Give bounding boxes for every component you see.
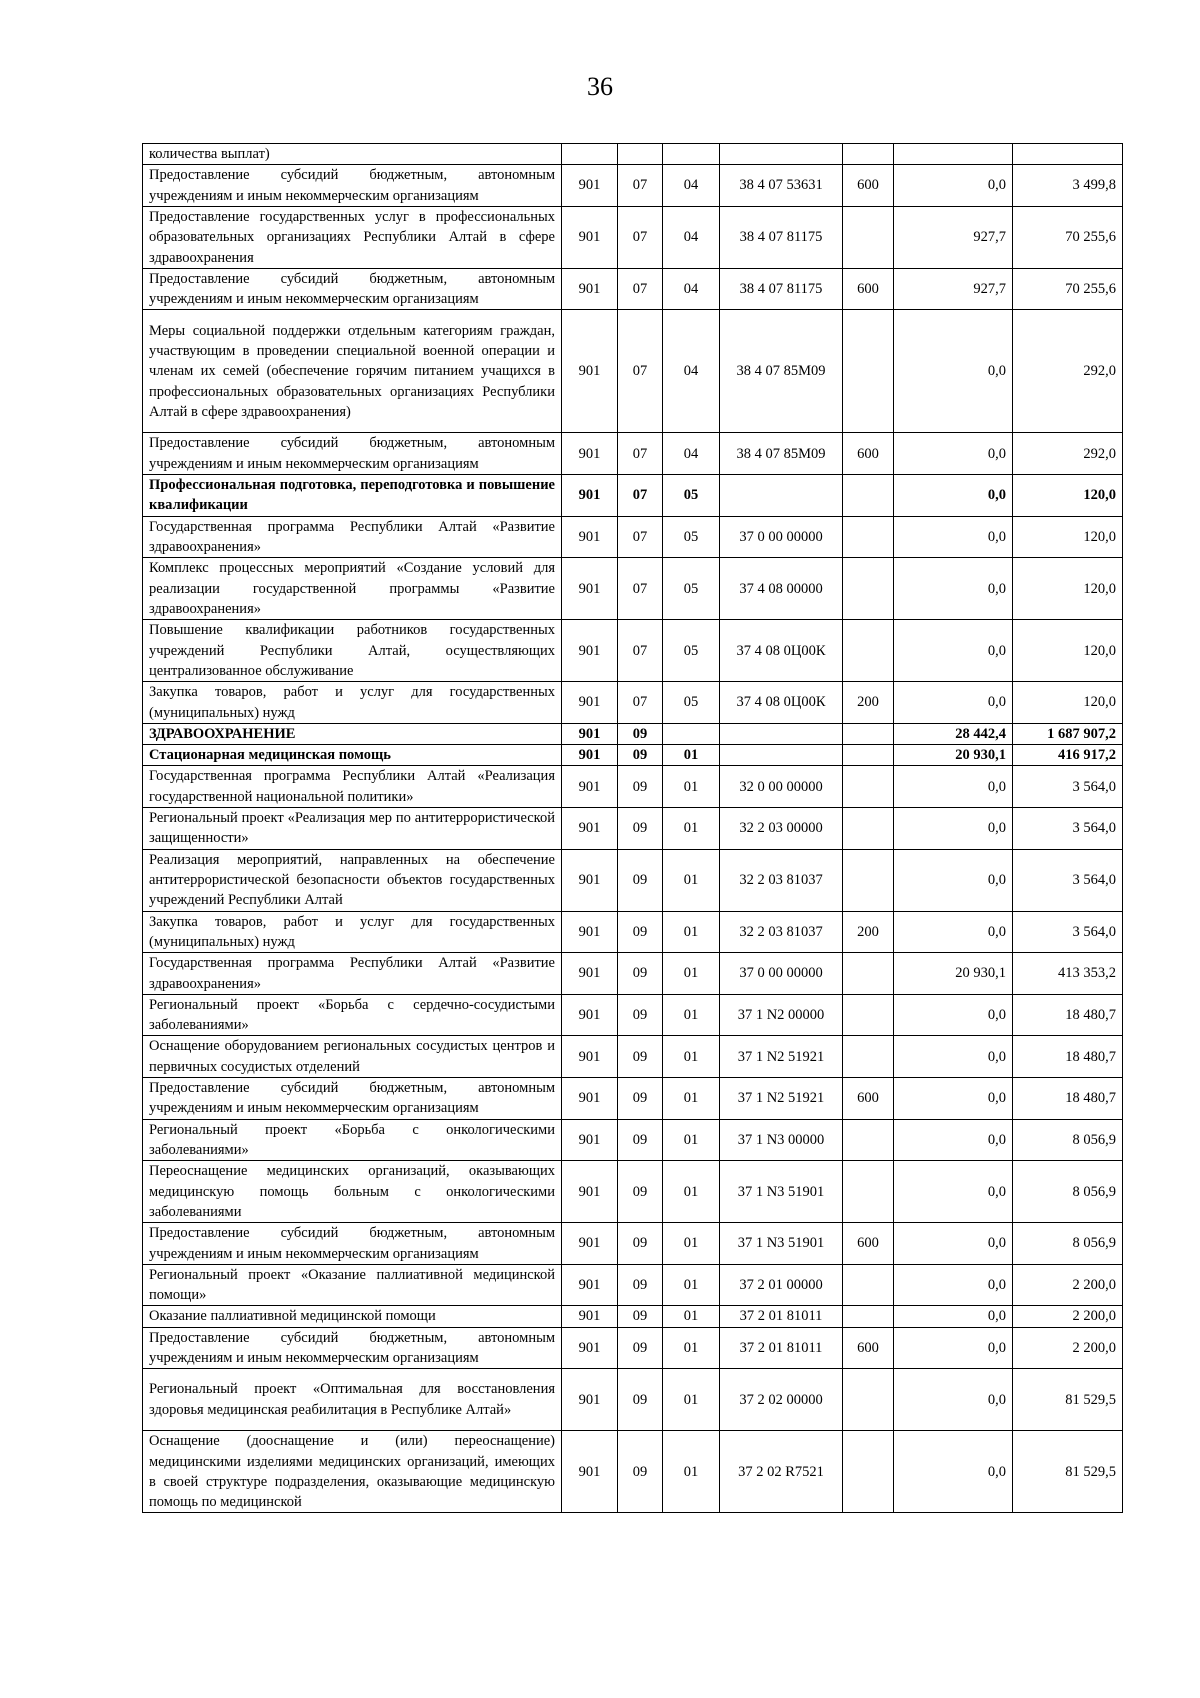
- cell-csr: 37 1 N3 51901: [720, 1161, 843, 1223]
- cell-gr: 901: [562, 745, 618, 766]
- cell-gr: 901: [562, 1223, 618, 1265]
- table-row: [143, 766, 1123, 808]
- cell-vr: 200: [843, 911, 894, 953]
- cell-gr: 901: [562, 206, 618, 268]
- cell-gr: 901: [562, 1119, 618, 1161]
- cell-sum-2: 416 917,2: [1013, 745, 1123, 766]
- cell-pr: 05: [663, 516, 720, 558]
- cell-sum-2: 3 564,0: [1013, 849, 1123, 911]
- cell-name: Предоставление субсидий бюджетным, автономным учреждениям и иным некоммерческим организациям: [143, 268, 562, 310]
- cell-gr: 901: [562, 1369, 618, 1431]
- cell-name: Государственная программа Республики Алтай «Реализация государственной национальной политики»: [143, 766, 562, 808]
- cell-vr: [843, 475, 894, 517]
- cell-sum-1: 0,0: [894, 433, 1013, 475]
- cell-csr: 37 4 08 0Ц00К: [720, 620, 843, 682]
- cell-vr: [843, 808, 894, 850]
- table-row: [143, 849, 1123, 911]
- cell-csr: 37 1 N3 00000: [720, 1119, 843, 1161]
- cell-sum-2: 8 056,9: [1013, 1119, 1123, 1161]
- cell-rz: 09: [618, 1119, 663, 1161]
- cell-rz: 09: [618, 1431, 663, 1513]
- cell-sum-2: [1013, 144, 1123, 165]
- cell-pr: 01: [663, 953, 720, 995]
- cell-sum-2: 120,0: [1013, 620, 1123, 682]
- cell-sum-1: 0,0: [894, 475, 1013, 517]
- table-row: [143, 1161, 1123, 1223]
- cell-vr: [843, 1161, 894, 1223]
- table-row: [143, 144, 1123, 165]
- cell-csr: 37 2 01 81011: [720, 1327, 843, 1369]
- table-row: [143, 745, 1123, 766]
- cell-csr: [720, 475, 843, 517]
- cell-gr: [562, 144, 618, 165]
- cell-sum-2: 2 200,0: [1013, 1264, 1123, 1306]
- cell-rz: 07: [618, 475, 663, 517]
- cell-csr: [720, 745, 843, 766]
- table-row: [143, 682, 1123, 724]
- cell-pr: 05: [663, 475, 720, 517]
- table-row: [143, 1327, 1123, 1369]
- cell-pr: 01: [663, 766, 720, 808]
- cell-rz: 09: [618, 766, 663, 808]
- cell-sum-1: 0,0: [894, 516, 1013, 558]
- cell-csr: 32 2 03 81037: [720, 849, 843, 911]
- cell-name: Региональный проект «Оказание паллиативной медицинской помощи»: [143, 1264, 562, 1306]
- cell-vr: [843, 745, 894, 766]
- table-row: [143, 558, 1123, 620]
- cell-vr: 600: [843, 1223, 894, 1265]
- table-row: [143, 1223, 1123, 1265]
- cell-sum-1: 0,0: [894, 849, 1013, 911]
- cell-sum-2: 3 564,0: [1013, 766, 1123, 808]
- cell-sum-1: 0,0: [894, 808, 1013, 850]
- cell-gr: 901: [562, 433, 618, 475]
- cell-pr: [663, 144, 720, 165]
- cell-csr: [720, 144, 843, 165]
- cell-vr: [843, 516, 894, 558]
- table-row: [143, 165, 1123, 207]
- table-row: [143, 516, 1123, 558]
- cell-gr: 901: [562, 723, 618, 744]
- cell-csr: 38 4 07 81175: [720, 206, 843, 268]
- table-row: [143, 620, 1123, 682]
- cell-name: Предоставление субсидий бюджетным, автономным учреждениям и иным некоммерческим организациям: [143, 1327, 562, 1369]
- cell-csr: 38 4 07 53631: [720, 165, 843, 207]
- cell-gr: 901: [562, 310, 618, 433]
- cell-pr: 01: [663, 1327, 720, 1369]
- cell-sum-2: 120,0: [1013, 475, 1123, 517]
- cell-gr: 901: [562, 808, 618, 850]
- cell-pr: 04: [663, 310, 720, 433]
- cell-rz: [618, 144, 663, 165]
- cell-csr: 32 2 03 00000: [720, 808, 843, 850]
- cell-sum-2: 413 353,2: [1013, 953, 1123, 995]
- table-row: [143, 1431, 1123, 1513]
- cell-vr: [843, 558, 894, 620]
- cell-gr: 901: [562, 165, 618, 207]
- cell-csr: 32 2 03 81037: [720, 911, 843, 953]
- cell-rz: 09: [618, 1161, 663, 1223]
- cell-name: Государственная программа Республики Алтай «Развитие здравоохранения»: [143, 516, 562, 558]
- cell-name: Региональный проект «Борьба с онкологическими заболеваниями»: [143, 1119, 562, 1161]
- cell-name: Переоснащение медицинских организаций, оказывающих медицинскую помощь больным с онкологическими заболеваниями: [143, 1161, 562, 1223]
- cell-vr: [843, 766, 894, 808]
- cell-sum-1: 0,0: [894, 1431, 1013, 1513]
- table-row: [143, 1369, 1123, 1431]
- cell-name: Региональный проект «Оптимальная для восстановления здоровья медицинская реабилитация в Республике Алтай»: [143, 1369, 562, 1431]
- table-row: [143, 1306, 1123, 1327]
- table-row: [143, 206, 1123, 268]
- cell-vr: [843, 310, 894, 433]
- cell-rz: 07: [618, 433, 663, 475]
- cell-pr: 01: [663, 1036, 720, 1078]
- cell-name: Предоставление субсидий бюджетным, автономным учреждениям и иным некоммерческим организациям: [143, 1223, 562, 1265]
- cell-pr: 05: [663, 620, 720, 682]
- cell-pr: 04: [663, 206, 720, 268]
- cell-pr: 01: [663, 911, 720, 953]
- table-row: [143, 310, 1123, 433]
- cell-vr: [843, 1369, 894, 1431]
- cell-pr: 01: [663, 994, 720, 1036]
- cell-pr: 04: [663, 433, 720, 475]
- cell-gr: 901: [562, 1078, 618, 1120]
- cell-name: Закупка товаров, работ и услуг для государственных (муниципальных) нужд: [143, 911, 562, 953]
- cell-sum-2: 292,0: [1013, 433, 1123, 475]
- cell-sum-2: 70 255,6: [1013, 268, 1123, 310]
- cell-csr: 37 1 N2 51921: [720, 1036, 843, 1078]
- cell-gr: 901: [562, 1161, 618, 1223]
- cell-vr: [843, 206, 894, 268]
- cell-rz: 09: [618, 1036, 663, 1078]
- cell-sum-1: 0,0: [894, 682, 1013, 724]
- cell-sum-2: 2 200,0: [1013, 1306, 1123, 1327]
- cell-sum-1: 0,0: [894, 1369, 1013, 1431]
- cell-vr: 600: [843, 165, 894, 207]
- cell-csr: 37 2 02 00000: [720, 1369, 843, 1431]
- cell-csr: 37 1 N2 00000: [720, 994, 843, 1036]
- cell-name: Предоставление государственных услуг в профессиональных образовательных организациях Республики Алтай в сфере здравоохранения: [143, 206, 562, 268]
- cell-csr: 32 0 00 00000: [720, 766, 843, 808]
- cell-sum-1: 0,0: [894, 165, 1013, 207]
- cell-pr: 01: [663, 1306, 720, 1327]
- cell-csr: 37 4 08 00000: [720, 558, 843, 620]
- cell-rz: 09: [618, 1327, 663, 1369]
- cell-sum-1: [894, 144, 1013, 165]
- cell-csr: 37 2 02 R7521: [720, 1431, 843, 1513]
- cell-pr: 01: [663, 1161, 720, 1223]
- cell-rz: 07: [618, 558, 663, 620]
- cell-sum-2: 18 480,7: [1013, 1036, 1123, 1078]
- cell-sum-2: 120,0: [1013, 516, 1123, 558]
- cell-sum-2: 120,0: [1013, 682, 1123, 724]
- cell-vr: [843, 1119, 894, 1161]
- cell-name: Комплекс процессных мероприятий «Создание условий для реализации государственной программы «Развитие здравоохранения»: [143, 558, 562, 620]
- cell-gr: 901: [562, 516, 618, 558]
- table-row: [143, 723, 1123, 744]
- cell-rz: 09: [618, 953, 663, 995]
- budget-table: [142, 143, 1123, 1513]
- cell-name: Стационарная медицинская помощь: [143, 745, 562, 766]
- cell-sum-1: 0,0: [894, 620, 1013, 682]
- cell-vr: [843, 1431, 894, 1513]
- cell-gr: 901: [562, 268, 618, 310]
- cell-vr: 600: [843, 1078, 894, 1120]
- cell-name: Предоставление субсидий бюджетным, автономным учреждениям и иным некоммерческим организациям: [143, 433, 562, 475]
- cell-gr: 901: [562, 911, 618, 953]
- cell-vr: 600: [843, 433, 894, 475]
- cell-pr: 04: [663, 268, 720, 310]
- cell-sum-2: 18 480,7: [1013, 1078, 1123, 1120]
- cell-pr: 01: [663, 1223, 720, 1265]
- cell-pr: 01: [663, 745, 720, 766]
- cell-gr: 901: [562, 849, 618, 911]
- cell-name: Оказание паллиативной медицинской помощи: [143, 1306, 562, 1327]
- cell-csr: 37 0 00 00000: [720, 516, 843, 558]
- cell-sum-1: 0,0: [894, 911, 1013, 953]
- cell-gr: 901: [562, 1306, 618, 1327]
- table-row: [143, 953, 1123, 995]
- cell-rz: 07: [618, 620, 663, 682]
- cell-vr: [843, 1264, 894, 1306]
- cell-rz: 09: [618, 1369, 663, 1431]
- cell-csr: 37 1 N3 51901: [720, 1223, 843, 1265]
- cell-rz: 07: [618, 310, 663, 433]
- cell-rz: 09: [618, 849, 663, 911]
- cell-sum-1: 0,0: [894, 994, 1013, 1036]
- table-row: [143, 808, 1123, 850]
- cell-name: Повышение квалификации работников государственных учреждений Республики Алтай, осуществляющих централизованное обслуживание: [143, 620, 562, 682]
- cell-gr: 901: [562, 994, 618, 1036]
- table-row: [143, 1119, 1123, 1161]
- cell-sum-2: 70 255,6: [1013, 206, 1123, 268]
- cell-name: количества выплат): [143, 144, 562, 165]
- cell-rz: 09: [618, 1306, 663, 1327]
- cell-sum-1: 20 930,1: [894, 953, 1013, 995]
- cell-rz: 07: [618, 268, 663, 310]
- cell-gr: 901: [562, 1327, 618, 1369]
- cell-csr: 37 2 01 00000: [720, 1264, 843, 1306]
- cell-sum-1: 0,0: [894, 1264, 1013, 1306]
- cell-gr: 901: [562, 766, 618, 808]
- cell-rz: 09: [618, 1264, 663, 1306]
- cell-csr: [720, 723, 843, 744]
- cell-sum-1: 28 442,4: [894, 723, 1013, 744]
- cell-sum-1: 0,0: [894, 1306, 1013, 1327]
- cell-vr: [843, 849, 894, 911]
- cell-name: Предоставление субсидий бюджетным, автономным учреждениям и иным некоммерческим организациям: [143, 1078, 562, 1120]
- cell-csr: 38 4 07 85М09: [720, 310, 843, 433]
- cell-pr: 04: [663, 165, 720, 207]
- cell-csr: 37 2 01 81011: [720, 1306, 843, 1327]
- cell-sum-2: 3 499,8: [1013, 165, 1123, 207]
- cell-csr: 38 4 07 85М09: [720, 433, 843, 475]
- cell-sum-1: 20 930,1: [894, 745, 1013, 766]
- cell-pr: 01: [663, 1119, 720, 1161]
- cell-vr: [843, 1036, 894, 1078]
- cell-vr: 600: [843, 1327, 894, 1369]
- cell-gr: 901: [562, 1036, 618, 1078]
- cell-vr: 600: [843, 268, 894, 310]
- cell-sum-1: 0,0: [894, 1161, 1013, 1223]
- cell-rz: 09: [618, 723, 663, 744]
- cell-name: Меры социальной поддержки отдельным категориям граждан, участвующим в проведении специальной военной операции и членам их семей (обеспечение горячим питанием учащихся в профессиональных образовательных организациях Республики Алтай в сфере здравоохранения): [143, 310, 562, 433]
- cell-gr: 901: [562, 620, 618, 682]
- cell-pr: 01: [663, 808, 720, 850]
- cell-sum-1: 0,0: [894, 1223, 1013, 1265]
- cell-vr: [843, 953, 894, 995]
- cell-pr: [663, 723, 720, 744]
- cell-gr: 901: [562, 682, 618, 724]
- cell-gr: 901: [562, 558, 618, 620]
- cell-sum-2: 81 529,5: [1013, 1431, 1123, 1513]
- cell-vr: [843, 1306, 894, 1327]
- cell-pr: 01: [663, 849, 720, 911]
- table-row: [143, 1264, 1123, 1306]
- cell-rz: 09: [618, 1078, 663, 1120]
- table-row: [143, 475, 1123, 517]
- cell-csr: 37 4 08 0Ц00К: [720, 682, 843, 724]
- cell-gr: 901: [562, 1431, 618, 1513]
- cell-rz: 07: [618, 682, 663, 724]
- cell-sum-2: 81 529,5: [1013, 1369, 1123, 1431]
- cell-csr: 37 0 00 00000: [720, 953, 843, 995]
- cell-sum-2: 120,0: [1013, 558, 1123, 620]
- cell-vr: [843, 620, 894, 682]
- cell-sum-2: 18 480,7: [1013, 994, 1123, 1036]
- cell-sum-1: 0,0: [894, 766, 1013, 808]
- cell-name: Региональный проект «Борьба с сердечно-сосудистыми заболеваниями»: [143, 994, 562, 1036]
- cell-vr: [843, 723, 894, 744]
- cell-pr: 01: [663, 1078, 720, 1120]
- cell-name: Профессиональная подготовка, переподготовка и повышение квалификации: [143, 475, 562, 517]
- cell-rz: 09: [618, 994, 663, 1036]
- cell-pr: 05: [663, 682, 720, 724]
- cell-sum-1: 0,0: [894, 1036, 1013, 1078]
- cell-csr: 37 1 N2 51921: [720, 1078, 843, 1120]
- cell-name: ЗДРАВООХРАНЕНИЕ: [143, 723, 562, 744]
- cell-name: Оснащение оборудованием региональных сосудистых центров и первичных сосудистых отделений: [143, 1036, 562, 1078]
- cell-sum-2: 8 056,9: [1013, 1161, 1123, 1223]
- cell-name: Реализация мероприятий, направленных на обеспечение антитеррористической безопасности объектов государственных учреждений Республики Алтай: [143, 849, 562, 911]
- table-row: [143, 994, 1123, 1036]
- cell-rz: 07: [618, 165, 663, 207]
- cell-gr: 901: [562, 475, 618, 517]
- cell-rz: 09: [618, 745, 663, 766]
- cell-sum-1: 0,0: [894, 558, 1013, 620]
- cell-gr: 901: [562, 953, 618, 995]
- page-number: 36: [587, 72, 613, 101]
- cell-sum-2: 292,0: [1013, 310, 1123, 433]
- cell-sum-1: 0,0: [894, 1119, 1013, 1161]
- table-row: [143, 268, 1123, 310]
- table-row: [143, 911, 1123, 953]
- cell-sum-2: 8 056,9: [1013, 1223, 1123, 1265]
- cell-rz: 07: [618, 206, 663, 268]
- cell-sum-1: 0,0: [894, 1327, 1013, 1369]
- cell-rz: 09: [618, 911, 663, 953]
- cell-name: Оснащение (дооснащение и (или) переоснащение) медицинскими изделиями медицинских организаций, имеющих в своей структуре подразделения, оказывающие медицинскую помощь по медицинской: [143, 1431, 562, 1513]
- cell-name: Государственная программа Республики Алтай «Развитие здравоохранения»: [143, 953, 562, 995]
- cell-name: Закупка товаров, работ и услуг для государственных (муниципальных) нужд: [143, 682, 562, 724]
- table-row: [143, 1036, 1123, 1078]
- cell-rz: 09: [618, 808, 663, 850]
- cell-sum-2: 1 687 907,2: [1013, 723, 1123, 744]
- cell-pr: 01: [663, 1431, 720, 1513]
- cell-sum-2: 3 564,0: [1013, 808, 1123, 850]
- cell-sum-1: 0,0: [894, 1078, 1013, 1120]
- cell-sum-1: 927,7: [894, 268, 1013, 310]
- table-row: [143, 1078, 1123, 1120]
- cell-sum-1: 0,0: [894, 310, 1013, 433]
- cell-gr: 901: [562, 1264, 618, 1306]
- cell-vr: [843, 994, 894, 1036]
- cell-vr: [843, 144, 894, 165]
- cell-pr: 01: [663, 1264, 720, 1306]
- cell-sum-2: 2 200,0: [1013, 1327, 1123, 1369]
- cell-rz: 09: [618, 1223, 663, 1265]
- cell-rz: 07: [618, 516, 663, 558]
- cell-sum-2: 3 564,0: [1013, 911, 1123, 953]
- cell-name: Региональный проект «Реализация мер по антитеррористической защищенности»: [143, 808, 562, 850]
- cell-vr: 200: [843, 682, 894, 724]
- cell-csr: 38 4 07 81175: [720, 268, 843, 310]
- cell-sum-1: 927,7: [894, 206, 1013, 268]
- cell-pr: 01: [663, 1369, 720, 1431]
- table-row: [143, 433, 1123, 475]
- cell-name: Предоставление субсидий бюджетным, автономным учреждениям и иным некоммерческим организациям: [143, 165, 562, 207]
- cell-pr: 05: [663, 558, 720, 620]
